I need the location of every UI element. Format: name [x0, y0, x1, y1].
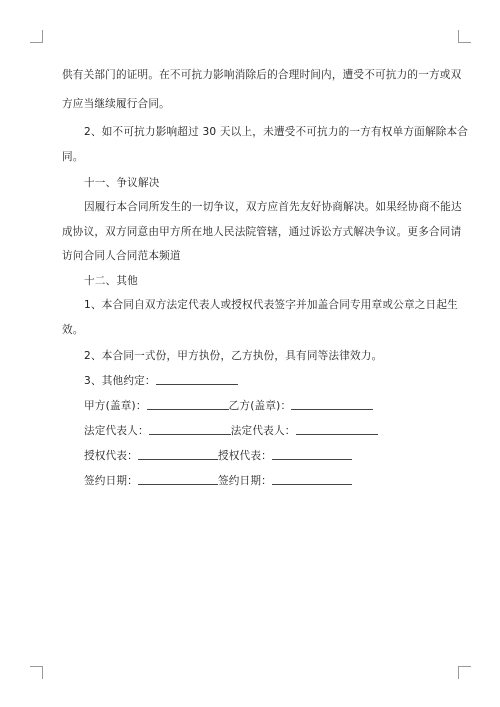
page-corner-mark-bottom-left — [30, 666, 43, 679]
section-heading: 十一、争议解决 — [84, 177, 160, 189]
legal-representative-row — [84, 424, 378, 438]
paragraph-line: 成协议，双方同意由甲方所在地人民法院管辖，通过诉讼方式解决争议。更多合同请 — [62, 226, 462, 238]
paragraph-line: 访问合同人合同范本频道 — [62, 250, 181, 262]
legal-rep-a-label: 法定代表人： — [84, 425, 149, 437]
authorized-representative-row — [84, 449, 352, 463]
party-a-seal-blank[interactable] — [147, 399, 229, 410]
paragraph-line: 同。 — [62, 151, 84, 163]
auth-rep-a-blank[interactable] — [138, 449, 218, 460]
paragraph-line: 因履行本合同所发生的一切争议，双方应首先友好协商解决。如果经协商不能达 — [84, 201, 462, 213]
legal-rep-b-label: 法定代表人： — [230, 425, 296, 437]
sign-date-a-label: 签约日期： — [84, 475, 138, 487]
auth-rep-b-label: 授权代表： — [217, 450, 272, 462]
auth-rep-a-label: 授权代表： — [84, 450, 138, 462]
legal-rep-a-blank[interactable] — [149, 424, 231, 435]
paragraph-line: 2、本合同一式份，甲方执份，乙方执份，具有同等法律效力。 — [84, 350, 383, 362]
party-seal-row — [84, 399, 373, 413]
legal-rep-b-blank[interactable] — [296, 424, 378, 435]
paragraph-line: 效。 — [62, 324, 84, 336]
sign-date-b-blank[interactable] — [272, 474, 352, 485]
other-agreements-row — [84, 374, 238, 388]
sign-date-b-label: 签约日期： — [217, 475, 272, 487]
party-b-seal-blank[interactable] — [291, 399, 373, 410]
page-corner-mark-top-right — [458, 30, 471, 43]
other-agreements-label: 3、其他约定： — [84, 375, 156, 387]
paragraph-line: 供有关部门的证明。在不可抗力影响消除后的合理时间内，遭受不可抗力的一方或双 — [62, 69, 462, 81]
page-corner-mark-top-left — [30, 30, 43, 43]
paragraph-line: 1、本合同自双方法定代表人或授权代表签字并加盖合同专用章或公章之日起生 — [84, 299, 458, 311]
paragraph-line: 方应当继续履行合同。 — [62, 98, 170, 110]
paragraph-line: 2、如不可抗力影响超过 30 天以上，未遭受不可抗力的一方有权单方面解除本合 — [84, 126, 469, 138]
signing-date-row — [84, 474, 352, 488]
party-b-seal-label: 乙方(盖章)： — [228, 400, 292, 412]
other-agreements-blank[interactable] — [156, 374, 238, 385]
auth-rep-b-blank[interactable] — [272, 449, 352, 460]
section-heading: 十二、其他 — [84, 275, 138, 287]
page-corner-mark-bottom-right — [458, 666, 471, 679]
sign-date-a-blank[interactable] — [138, 474, 218, 485]
party-a-seal-label: 甲方(盖章)： — [84, 400, 147, 412]
